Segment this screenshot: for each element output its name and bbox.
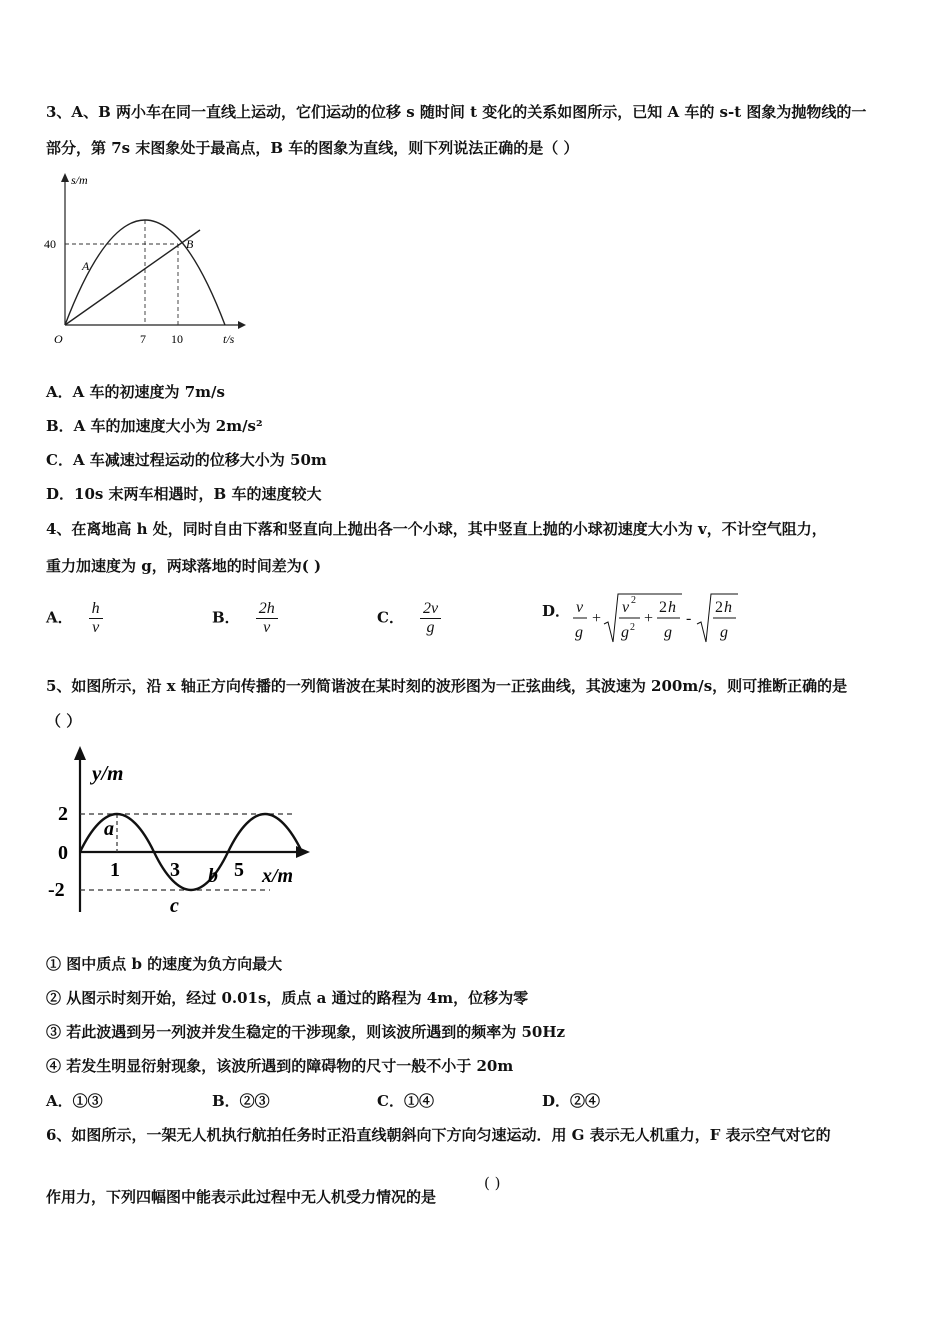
q3-y-axis-label: s/m	[71, 173, 88, 187]
q4-b-numerator: 2h	[256, 600, 278, 619]
svg-text:-: -	[686, 610, 692, 627]
q4-option-a[interactable]	[46, 600, 103, 637]
q3-option-b[interactable]: B．A 车的加速度大小为 2m/s²	[46, 417, 263, 435]
q6-stem-line-1: 6、如图所示，一架无人机执行航拍任务时正沿直线朝斜向下方向匀速运动．用 G 表示无人机重力，F 表示空气对它的	[46, 1126, 831, 1144]
svg-text:g: g	[575, 624, 583, 641]
q4-option-c[interactable]	[377, 600, 441, 637]
svg-text:g: g	[664, 624, 672, 641]
q5-point-b-label: b	[208, 865, 218, 887]
q4-option-c-label: C．	[377, 608, 404, 627]
q4-c-denominator: g	[426, 619, 435, 636]
q5-option-b[interactable]: B．②③	[212, 1092, 270, 1110]
q4-option-c-fraction	[420, 600, 441, 637]
q5-y-tick-neg2: -2	[48, 879, 65, 901]
q5-option-c[interactable]: C．①④	[377, 1092, 434, 1110]
q5-x-axis-label: x/m	[262, 865, 294, 887]
q3-curve-a-label: A	[82, 259, 90, 273]
q4-option-b[interactable]	[212, 600, 278, 637]
svg-text:+: +	[592, 610, 602, 627]
q5-x-tick-5: 5	[234, 859, 244, 881]
q3-st-graph	[40, 170, 250, 350]
q4-b-denominator: v	[263, 619, 271, 636]
q5-option-d[interactable]: D．②④	[542, 1092, 601, 1110]
q4-option-b-label: B．	[212, 608, 240, 627]
svg-text:+: +	[644, 610, 654, 627]
q5-statement-2: ② 从图示时刻开始，经过 0.01s，质点 a 通过的路程为 4m，位移为零	[46, 989, 529, 1007]
q5-wave-graph	[44, 744, 320, 920]
q3-option-d[interactable]: D．10s 末两车相遇时，B 车的速度较大	[46, 485, 322, 503]
q4-option-b-fraction	[256, 600, 278, 637]
q5-x-tick-3: 3	[170, 859, 180, 881]
q6-stem-line-2: 作用力，下列四幅图中能表示此过程中无人机受力情况的是	[46, 1188, 437, 1206]
q4-a-numerator: h	[89, 600, 103, 619]
q5-statement-1: ① 图中质点 b 的速度为负方向最大	[46, 955, 283, 973]
q5-statement-3: ③ 若此波遇到另一列波并发生稳定的干涉现象，则该波所遇到的频率为 50Hz	[46, 1023, 566, 1041]
q3-x-axis-label: t/s	[223, 332, 235, 346]
svg-text:v: v	[576, 599, 584, 616]
q4-option-a-fraction	[89, 600, 103, 637]
svg-text:2: 2	[631, 595, 636, 606]
q5-point-c-label: c	[170, 895, 179, 917]
q4-stem-line-1: 4、在离地高 h 处，同时自由下落和竖直向上抛出各一个小球，其中竖直上抛的小球初速度大小为 v，不计空气阻力，	[46, 520, 827, 538]
q5-statement-4: ④ 若发生明显衍射现象，该波所遇到的障碍物的尺寸一般不小于 20m	[46, 1057, 514, 1075]
svg-text:v: v	[622, 599, 630, 616]
q3-x-tick-10: 10	[171, 332, 183, 346]
svg-text:g: g	[720, 624, 728, 641]
q4-stem-line-2: 重力加速度为 g，两球落地的时间差为( )	[46, 557, 322, 575]
svg-text:h: h	[668, 599, 676, 616]
q4-a-denominator: v	[92, 619, 100, 636]
q5-point-a-label: a	[104, 818, 114, 840]
q5-stem-line-2: （ ）	[46, 712, 82, 730]
q4-option-d-formula	[568, 590, 748, 648]
q3-origin-label: O	[54, 332, 63, 346]
q3-line-b-label: B	[186, 237, 194, 251]
q5-y-tick-2: 2	[58, 803, 68, 825]
svg-text:g: g	[621, 624, 629, 641]
svg-text:2: 2	[715, 599, 723, 616]
svg-text:2: 2	[659, 599, 667, 616]
q5-option-a[interactable]: A．①③	[46, 1092, 103, 1110]
svg-text:2: 2	[630, 622, 635, 633]
q5-y-axis-label: y/m	[92, 761, 124, 785]
q3-option-a[interactable]: A．A 车的初速度为 7m/s	[46, 383, 225, 401]
q3-y-tick-40: 40	[44, 237, 56, 251]
q5-stem-line-1: 5、如图所示，沿 x 轴正方向传播的一列简谐波在某时刻的波形图为一正弦曲线，其波速为 200m/s，则可推断正确的是	[46, 677, 848, 695]
q4-option-d[interactable]	[542, 600, 570, 621]
q5-y-tick-0: 0	[58, 842, 68, 864]
q3-stem-line-2: 部分，第 7s 末图象处于最高点，B 车的图象为直线，则下列说法正确的是（ ）	[46, 139, 579, 157]
q3-x-tick-7: 7	[140, 332, 146, 346]
q4-option-d-label: D．	[542, 602, 571, 620]
q3-stem-line-1: 3、A、B 两小车在同一直线上运动，它们运动的位移 s 随时间 t 变化的关系如图所示，已知 A 车的 s-t 图象为抛物线的一	[46, 103, 867, 121]
q4-option-a-label: A．	[46, 608, 73, 627]
q4-c-numerator: 2v	[420, 600, 441, 619]
q6-answer-paren: ( )	[484, 1174, 501, 1192]
q5-x-tick-1: 1	[110, 859, 120, 881]
q3-option-c[interactable]: C．A 车减速过程运动的位移大小为 50m	[46, 451, 327, 469]
svg-text:h: h	[724, 599, 732, 616]
